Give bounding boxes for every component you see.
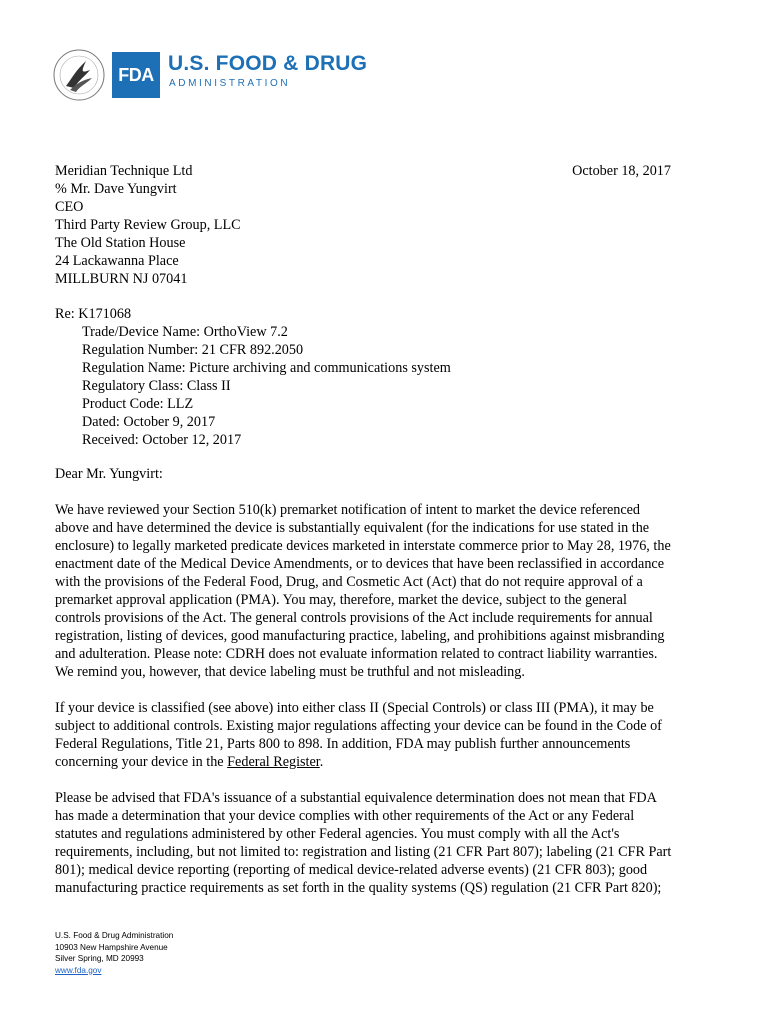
paragraph-line: requirements, including, but not limited to: registration and listing (21 CFR Part 807); labeling (21 CFR Part: [55, 844, 672, 860]
recipient-line: 24 Lackawanna Place: [55, 253, 179, 269]
recipient-line: CEO: [55, 199, 84, 215]
paragraph-line: We have reviewed your Section 510(k) premarket notification of intent to market the device referenced: [55, 502, 641, 518]
paragraph-line: 801); medical device reporting (reporting of medical device-related adverse events) (21 CFR 803); good: [55, 862, 648, 878]
body-paragraph-3: [55, 789, 715, 897]
re-detail: Dated: October 9, 2017: [82, 414, 216, 430]
paragraph-text: .: [319, 754, 324, 770]
paragraph-line: controls provisions of the Act. The general controls provisions of the Act include requirements for annual: [55, 610, 653, 626]
paragraph-line: enactment date of the Medical Device Amendments, or to devices that have been reclassified in accordance: [55, 556, 665, 572]
paragraph-line: statutes and regulations administered by other Federal agencies. You must comply with all the Act's: [55, 826, 620, 842]
re-detail: Regulatory Class: Class II: [82, 378, 231, 394]
footer-address: [55, 930, 173, 976]
federal-register-link[interactable]: Federal Register: [227, 754, 320, 770]
paragraph-line: above and have determined the device is substantially equivalent (for the indications for use stated in the: [55, 520, 650, 536]
paragraph-line: enclosure) to legally marketed predicate devices marketed in interstate commerce prior to May 28, 1976, the: [55, 538, 671, 554]
body-paragraph-1: [55, 501, 715, 681]
paragraph-line: Please be advised that FDA's issuance of a substantial equivalence determination does not mean that FDA: [55, 790, 657, 806]
agency-name: U.S. FOOD & DRUG: [168, 52, 368, 75]
footer-line: U.S. Food & Drug Administration: [55, 931, 174, 940]
re-detail: Received: October 12, 2017: [82, 432, 242, 448]
paragraph-line: If your device is classified (see above) into either class II (Special Controls) or class III (PMA), it may be: [55, 700, 654, 716]
re-detail: Trade/Device Name: OrthoView 7.2: [82, 324, 288, 340]
hhs-eagle-seal-icon: [52, 48, 106, 102]
paragraph-line: and adulteration. Please note: CDRH does not evaluate information related to contract liability warranties.: [55, 646, 658, 662]
paragraph-line: manufacturing practice requirements as set forth in the quality systems (QS) regulation (21 CFR Part 820);: [55, 880, 662, 896]
paragraph-text: concerning your device in the: [55, 754, 228, 770]
fda-website-link[interactable]: www.fda.gov: [55, 965, 102, 975]
paragraph-line: has made a determination that your device complies with other requirements of the Act or any Federal: [55, 808, 635, 824]
re-detail: Regulation Number: 21 CFR 892.2050: [82, 342, 304, 358]
recipient-line: Third Party Review Group, LLC: [55, 217, 241, 233]
footer-line: Silver Spring, MD 20993: [55, 954, 144, 963]
body-paragraph-2: [55, 699, 715, 771]
re-reference: Re: K171068: [55, 306, 132, 322]
paragraph-line: subject to additional controls. Existing major regulations affecting your device can be found in the Code of: [55, 718, 662, 734]
paragraph-line: premarket approval application (PMA). You may, therefore, market the device, subject to the general: [55, 592, 627, 608]
paragraph-line: registration, listing of devices, good manufacturing practice, labeling, and prohibitions against misbranding: [55, 628, 665, 644]
letter-date: October 18, 2017: [572, 163, 671, 179]
agency-subtitle: ADMINISTRATION: [169, 78, 291, 89]
recipient-line: The Old Station House: [55, 235, 186, 251]
recipient-line: % Mr. Dave Yungvirt: [55, 181, 177, 197]
re-detail: Product Code: LLZ: [82, 396, 194, 412]
fda-letterhead: [52, 40, 372, 110]
paragraph-line: with the provisions of the Federal Food, Drug, and Cosmetic Act (Act) that do not require approval of a: [55, 574, 643, 590]
paragraph-line: Federal Regulations, Title 21, Parts 800 to 898. In addition, FDA may publish further announcements: [55, 736, 631, 752]
recipient-line: Meridian Technique Ltd: [55, 163, 193, 179]
recipient-line: MILLBURN NJ 07041: [55, 271, 188, 287]
fda-logo-box: FDA: [112, 52, 160, 98]
salutation: Dear Mr. Yungvirt:: [55, 466, 163, 482]
paragraph-line: [55, 753, 715, 771]
re-detail: Regulation Name: Picture archiving and communications system: [82, 360, 451, 376]
footer-line: 10903 New Hampshire Avenue: [55, 942, 168, 952]
paragraph-line: We remind you, however, that device labeling must be truthful and not misleading.: [55, 664, 525, 680]
